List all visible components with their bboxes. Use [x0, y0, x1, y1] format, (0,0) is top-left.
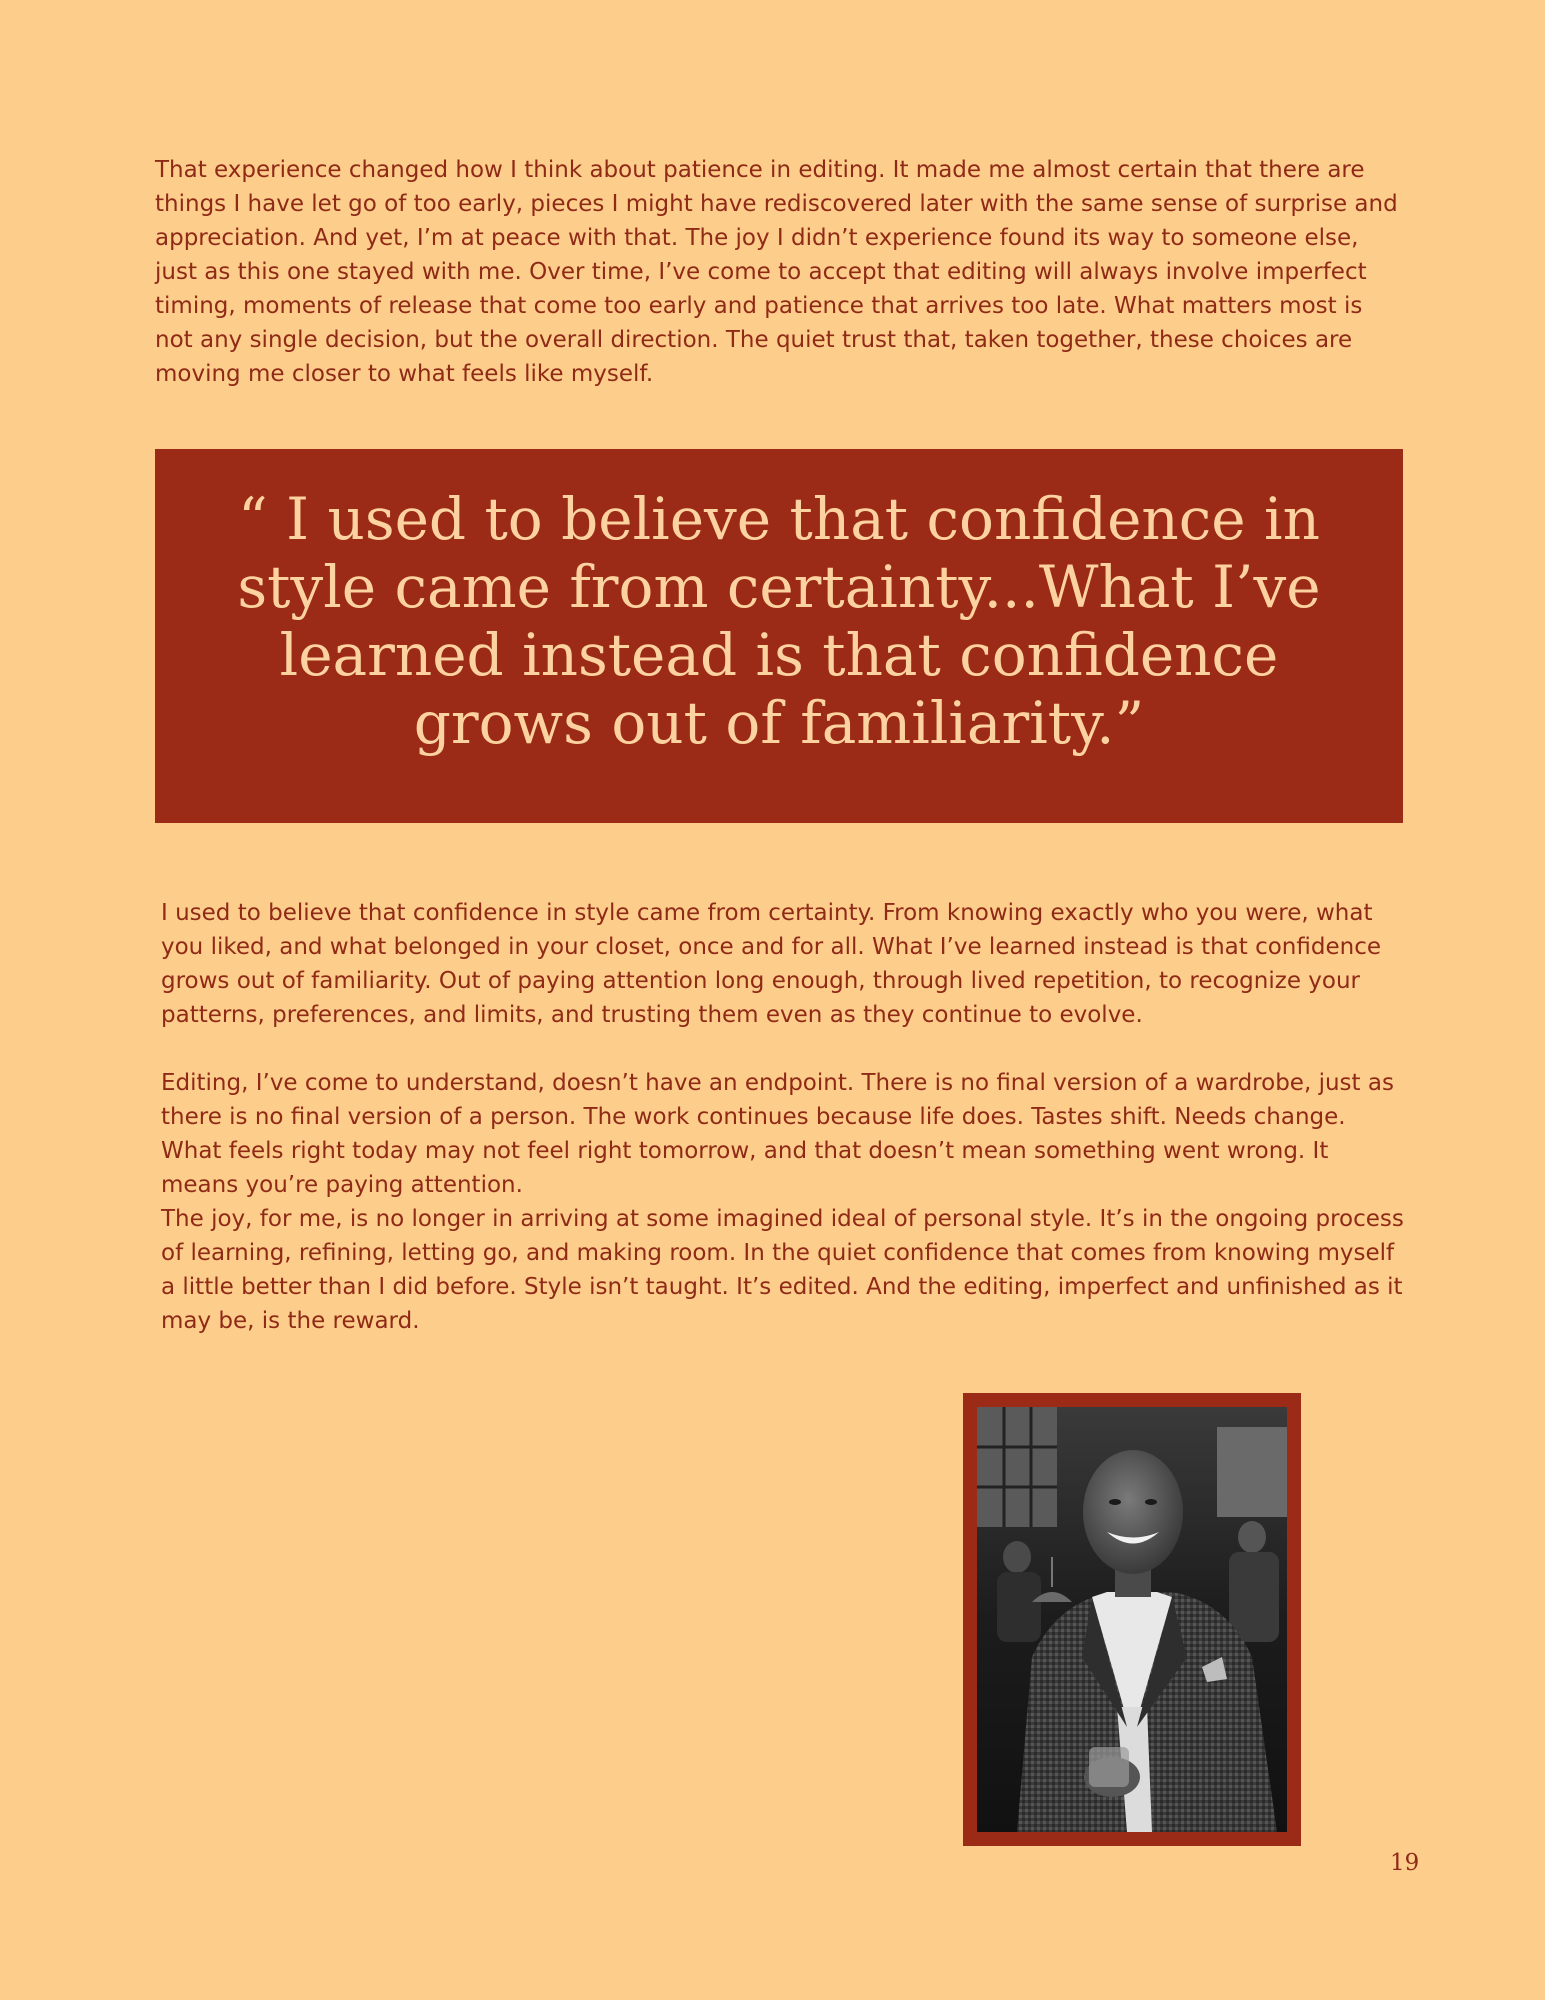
intro-paragraph: That experience changed how I think about patience in editing. It made me almost certain that there are things I have let go of too early, pieces I might have rediscovered later with the same sense of surprise and appreciation. And yet, I’m at peace with that. The joy I didn’t experience found its way to someone else, just as this one stayed with me. Over time, I’ve come to accept that editing will always involve imperfect timing, moments of release that come too early and patience that arrives too late. What matters most is not any single decision, but the overall direction. The quiet trust that, taken together, these choices are moving me closer to what feels like myself. [155, 157, 1398, 387]
pull-quote: “ I used to believe that confidence in style came from certainty...What I’ve learned instead is that confidence grows out of familiarity.” [237, 485, 1321, 757]
pull-quote-box [155, 449, 1403, 823]
page-number: 19 [1390, 1850, 1420, 1876]
body-paragraph: Editing, I’ve come to understand, doesn’t have an endpoint. There is no final version of a wardrobe, just as there is no final version of a person. The work continues because life does. Tastes shift. Needs change. What feels right today may not feel right tomorrow, and that doesn’t mean something went wrong. It means you’re paying attention. [161, 1070, 1394, 1198]
body-paragraph: I used to believe that confidence in style came from certainty. From knowing exactly who you were, what you liked, and what belonged in your closet, once and for all. What I’ve learned instead is that confidence grows out of familiarity. Out of paying attention long enough, through lived repetition, to recognize your patterns, preferences, and limits, and trusting them even as they continue to evolve. [161, 900, 1381, 1028]
photo-frame [963, 1393, 1301, 1846]
portrait-image [977, 1407, 1287, 1832]
body-paragraph: The joy, for me, is no longer in arriving at some imagined ideal of personal style. It’s in the ongoing process of learning, refining, letting go, and making room. In the quiet confidence that comes from knowing myself a little better than I did before. Style isn’t taught. It’s edited. And the editing, imperfect and unfinished as it may be, is the reward. [161, 1206, 1404, 1334]
portrait-photo [977, 1407, 1287, 1832]
